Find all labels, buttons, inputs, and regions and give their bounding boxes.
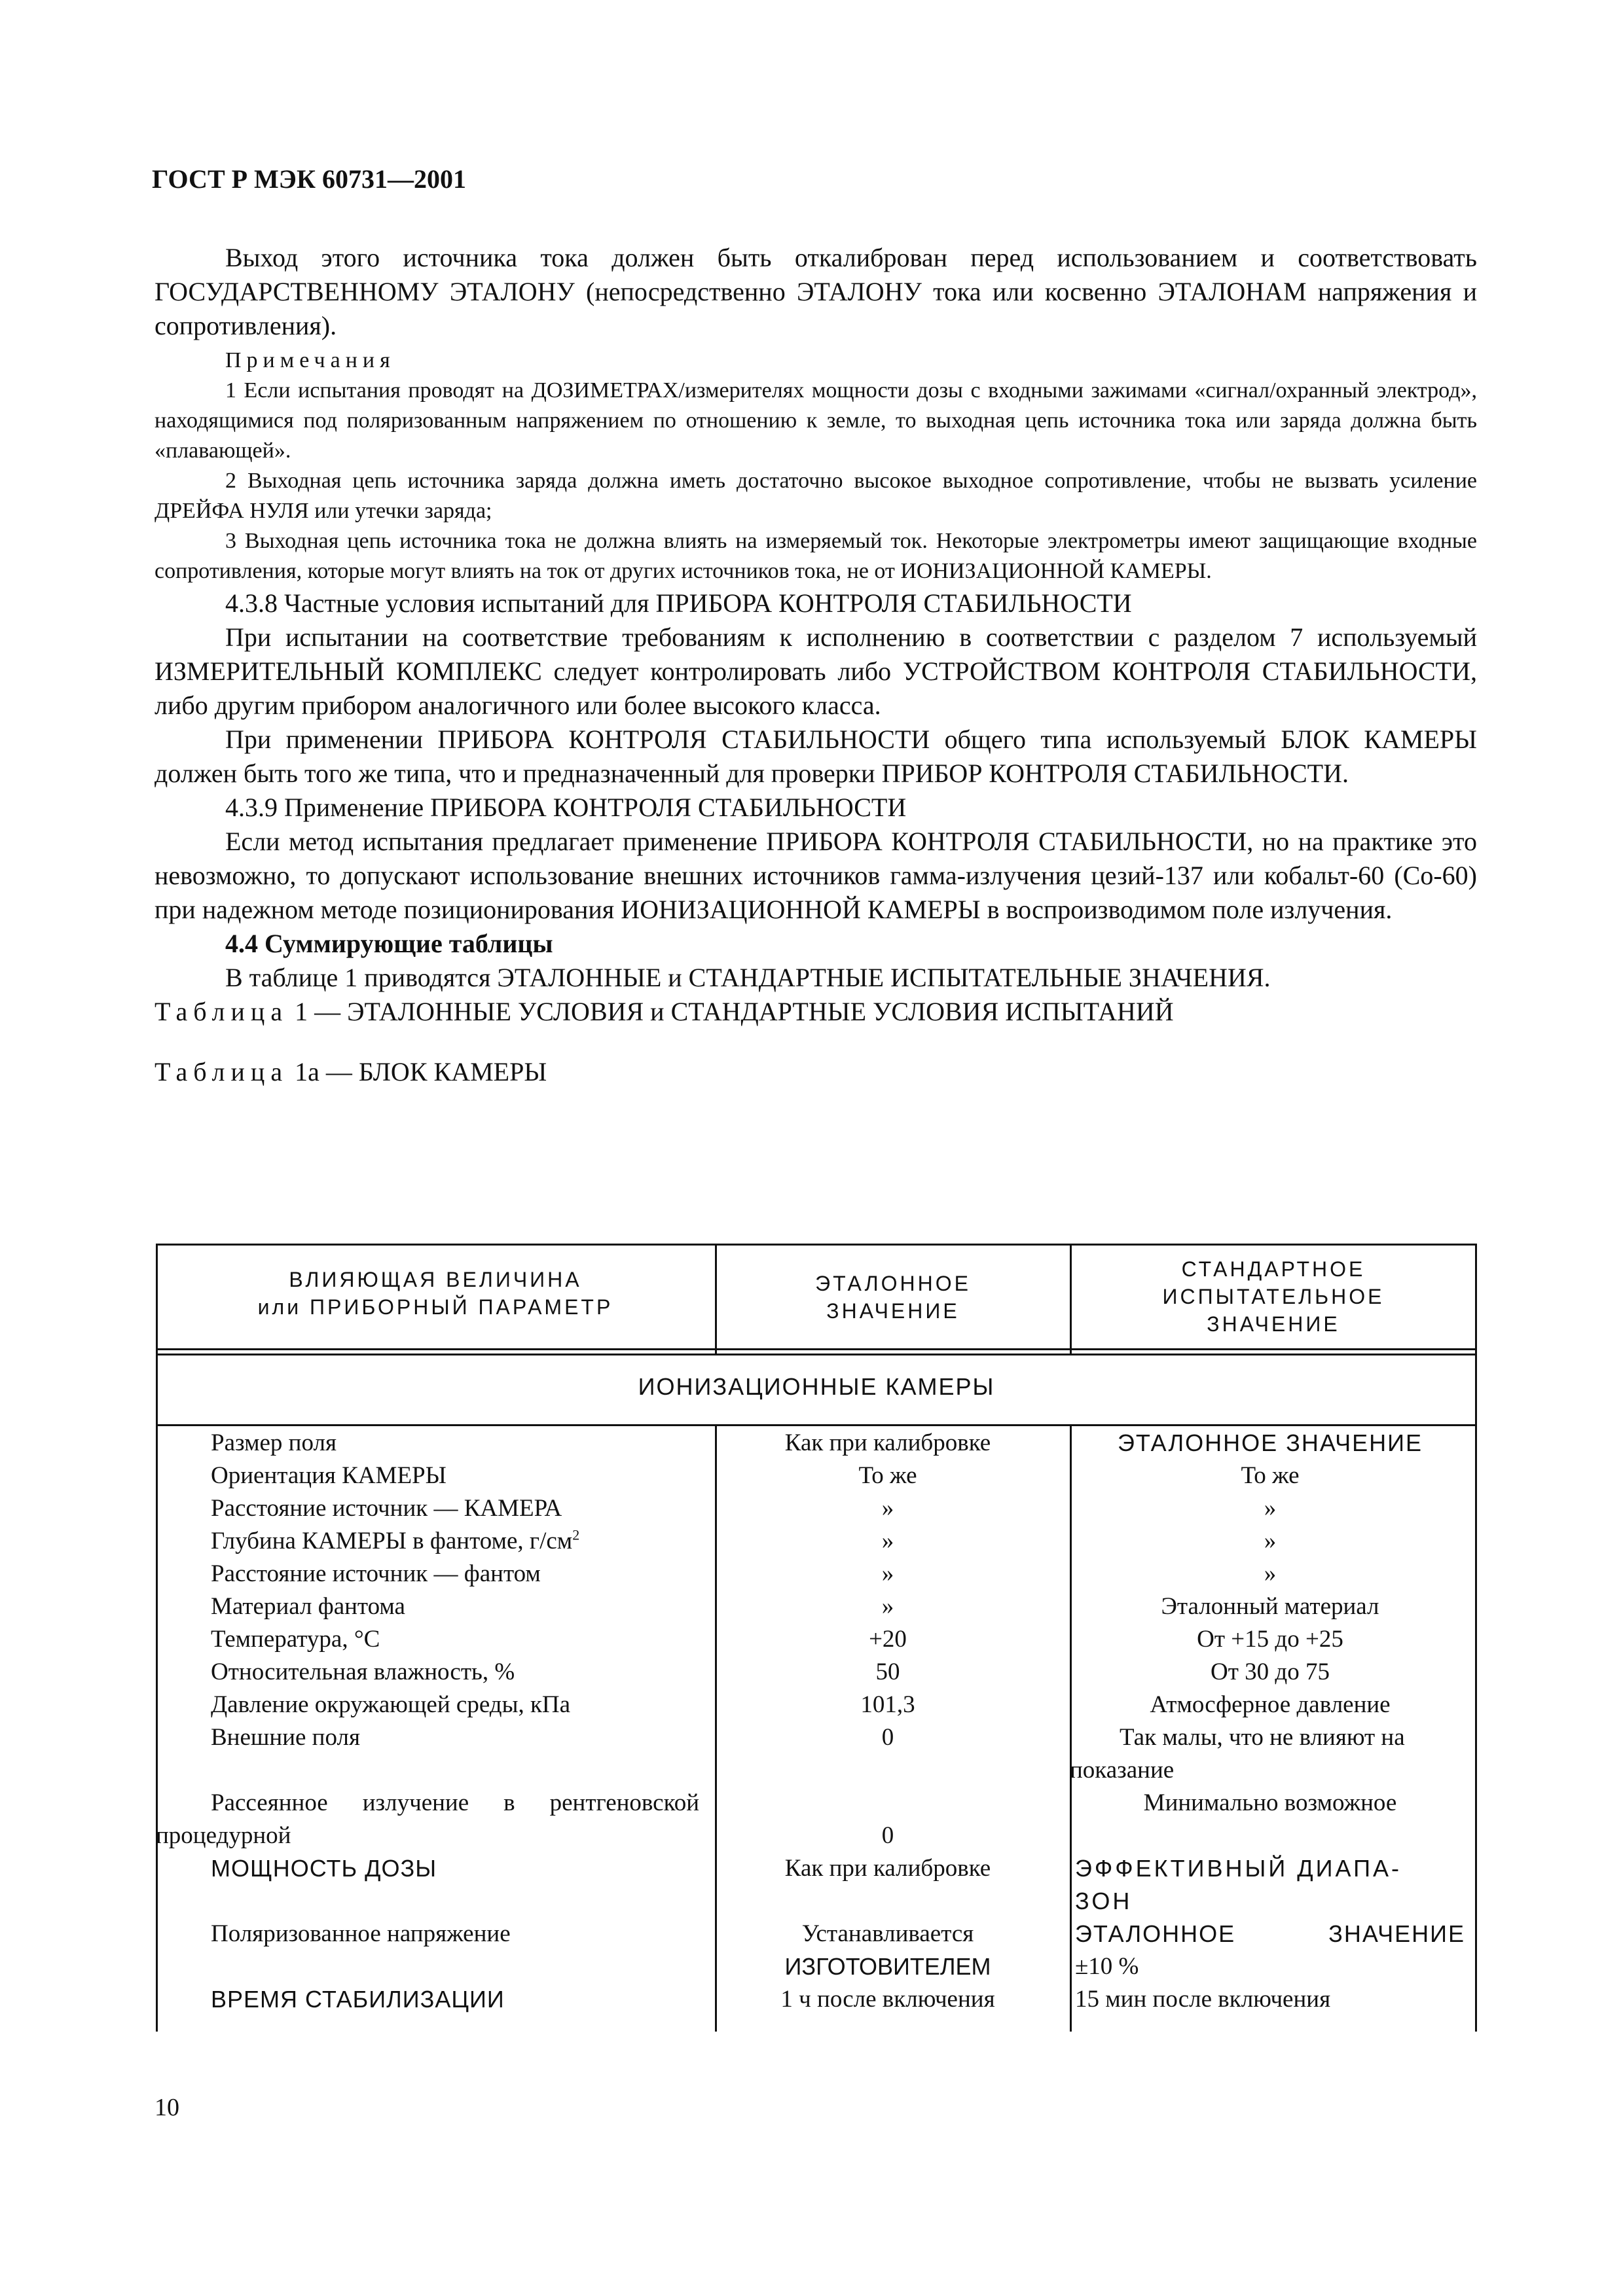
notes-block [155, 346, 1477, 586]
paragraph: Выход этого источника тока должен быть откалиброван перед использованием и соответствовать ГОСУДАРСТВЕННОМУ ЭТАЛОНУ (непосредственно ЭТАЛОНУ тока или косвенно ЭТАЛОНАМ напряжения и сопротивления). [155, 243, 1477, 340]
standard-cell: ЭТАЛОННОЕ ЗНАЧЕНИЕ [1118, 1429, 1423, 1456]
param-cell: Давление окружающей среды, кПа [211, 1691, 571, 1718]
table-1a-title: 1а — БЛОК КАМЕРЫ [295, 1057, 547, 1086]
param-cell: Размер поля [211, 1429, 337, 1456]
section-4-3-9-title: 4.3.9 Применение ПРИБОРА КОНТРОЛЯ СТАБИЛЬНОСТИ [225, 793, 907, 822]
standard-cell: » [1264, 1560, 1277, 1587]
section-4-3-8-title: 4.3.8 Частные условия испытаний для ПРИБОРА КОНТРОЛЯ СТАБИЛЬНОСТИ [225, 588, 1132, 618]
standard-cell: От +15 до +25 [1197, 1626, 1343, 1653]
reference-cell: » [881, 1495, 894, 1522]
param-cell: Поляризованное напряжение [211, 1920, 511, 1947]
reference-cell: 0 [881, 1822, 894, 1849]
table-1-word: Таблица [155, 997, 289, 1026]
section-4-4-title: 4.4 Суммирующие таблицы [225, 929, 553, 958]
reference-cell: » [881, 1560, 894, 1587]
param-text: Глубина КАМЕРЫ в фантоме, г/см [211, 1528, 573, 1554]
standard-cell: » [1264, 1495, 1277, 1522]
table-1a-caption [155, 1055, 1477, 1089]
reference-cell: Как при калибровке [784, 1429, 991, 1456]
standard-cell: От 30 до 75 [1211, 1659, 1330, 1685]
standard-cell: Эталонный материал [1161, 1593, 1379, 1620]
column-header-line: ИСПЫТАТЕЛЬНОЕ [1162, 1285, 1385, 1308]
param-cell: Ориентация КАМЕРЫ [211, 1462, 447, 1489]
column-header-parameter [156, 1266, 715, 1321]
reference-cell: » [881, 1528, 894, 1554]
param-cell [156, 1787, 699, 1852]
param-cell: Относительная влажность, % [211, 1659, 515, 1685]
column-header-line: ЭТАЛОННОЕ [815, 1272, 971, 1295]
reference-cell: 1 ч после включения [780, 1986, 995, 2013]
standard-cell: Атмосферное давление [1150, 1691, 1391, 1718]
cell-line: Рассеянное излучение в рентгеновской [211, 1789, 699, 1816]
page-number: 10 [155, 2094, 179, 2121]
cell-line: ±10 % [1075, 1953, 1139, 1980]
document-header: ГОСТ Р МЭК 60731—2001 [152, 164, 466, 194]
param-cell: МОЩНОСТЬ ДОЗЫ [211, 1855, 437, 1882]
standard-cell [1070, 1852, 1470, 1918]
cell-line: Так малы, что не влияют на [1120, 1724, 1405, 1751]
reference-cell: 50 [875, 1659, 900, 1685]
reference-cell: +20 [869, 1626, 907, 1653]
param-cell: Материал фантома [211, 1593, 405, 1620]
table-1-title: 1 — ЭТАЛОННЫЕ УСЛОВИЯ и СТАНДАРТНЫЕ УСЛОВИЯ ИСПЫТАНИЙ [295, 997, 1174, 1026]
standard-cell: Минимально возможное [1143, 1789, 1397, 1816]
notes-heading: Примечания [225, 348, 395, 372]
cell-line: ЗОН [1075, 1888, 1133, 1914]
reference-conditions-table [156, 1244, 1477, 2032]
table-1-caption [155, 995, 1477, 1029]
param-cell: Расстояние источник — КАМЕРА [211, 1495, 562, 1522]
param-cell [211, 1525, 761, 1558]
param-cell: Расстояние источник — фантом [211, 1560, 541, 1587]
standard-cell [1070, 1918, 1470, 1983]
column-header-line: ВЛИЯЮЩАЯ ВЕЛИЧИНА [289, 1268, 582, 1291]
cell-line: ИЗГОТОВИТЕЛЕМ [784, 1953, 991, 1980]
paragraph: При применении ПРИБОРА КОНТРОЛЯ СТАБИЛЬНОСТИ общего типа используемый БЛОК КАМЕРЫ должен быть того же типа, что и предназначенный для проверки ПРИБОР КОНТРОЛЯ СТАБИЛЬНОСТИ. [155, 725, 1477, 788]
column-header-reference [716, 1270, 1070, 1325]
reference-cell [711, 1918, 1065, 1983]
cell-line: Устанавливается [801, 1920, 974, 1947]
standard-cell [1070, 1721, 1470, 1787]
param-cell: Внешние поля [211, 1724, 360, 1751]
param-cell: Температура, °С [211, 1626, 380, 1653]
standard-cell: 15 мин после включения [1075, 1986, 1331, 2013]
note-2: 2 Выходная цепь источника заряда должна иметь достаточно высокое выходное сопротивление, чтобы не вызвать усиление ДРЕЙФА НУЛЯ или утечки заряда; [155, 469, 1477, 523]
table-1a-word: Таблица [155, 1057, 289, 1086]
reference-cell: 101,3 [860, 1691, 915, 1718]
reference-cell: 0 [881, 1724, 894, 1751]
cell-line: ЭТАЛОННОЕ ЗНАЧЕНИЕ [1075, 1920, 1465, 1947]
reference-cell: » [881, 1593, 894, 1620]
column-header-line: СТАНДАРТНОЕ [1181, 1257, 1366, 1281]
table-section-title: ИОНИЗАЦИОННЫЕ КАМЕРЫ [638, 1373, 995, 1400]
cell-line: показание [1070, 1757, 1175, 1784]
paragraph: При испытании на соответствие требованиям к исполнению в соответствии с разделом 7 используемый ИЗМЕРИТЕЛЬНЫЙ КОМПЛЕКС следует контролировать либо УСТРОЙСТВОМ КОНТРОЛЯ СТАБИЛЬНОСТИ, либо другим прибором аналогичного или более высокого класса. [155, 622, 1477, 720]
document-body [155, 241, 1477, 1089]
param-cell: ВРЕМЯ СТАБИЛИЗАЦИИ [211, 1986, 505, 2013]
note-3: 3 Выходная цепь источника тока не должна влиять на измеряемый ток. Некоторые электрометры имеют защищающие входные сопротивления, которые могут влиять на ток от других источников тока, не от ИОНИЗАЦИОННОЙ КАМЕРЫ. [155, 529, 1477, 583]
cell-line: ЭФФЕКТИВНЫЙ ДИАПА- [1075, 1855, 1402, 1882]
column-header-standard [1071, 1255, 1476, 1338]
cell-line: процедурной [156, 1822, 291, 1849]
paragraph: Если метод испытания предлагает применение ПРИБОРА КОНТРОЛЯ СТАБИЛЬНОСТИ, но на практике это невозможно, то допускают использование внешних источников гамма-излучения цезий-137 или кобальт-60 (Со-60) при надежном методе позиционирования ИОНИЗАЦИОННОЙ КАМЕРЫ в воспроизводимом поле излучения. [155, 827, 1477, 924]
reference-cell: То же [858, 1462, 917, 1489]
paragraph: В таблице 1 приводятся ЭТАЛОННЫЕ и СТАНДАРТНЫЕ ИСПЫТАТЕЛЬНЫЕ ЗНАЧЕНИЯ. [225, 963, 1271, 992]
reference-cell: Как при калибровке [784, 1855, 991, 1882]
column-header-line: ЗНАЧЕНИЕ [826, 1299, 960, 1323]
superscript: 2 [572, 1526, 580, 1543]
column-header-line: или ПРИБОРНЫЙ ПАРАМЕТР [257, 1295, 613, 1319]
column-header-line: ЗНАЧЕНИЕ [1207, 1312, 1340, 1336]
standard-cell: То же [1241, 1462, 1300, 1489]
note-1: 1 Если испытания проводят на ДОЗИМЕТРАХ/измерителях мощности дозы с входными зажимами «сигнал/охранный электрод», находящимися под поляризованным напряжением по отношению к земле, то выходная цепь источника тока или заряда должна быть «плавающей». [155, 378, 1477, 463]
standard-cell: » [1264, 1528, 1277, 1554]
